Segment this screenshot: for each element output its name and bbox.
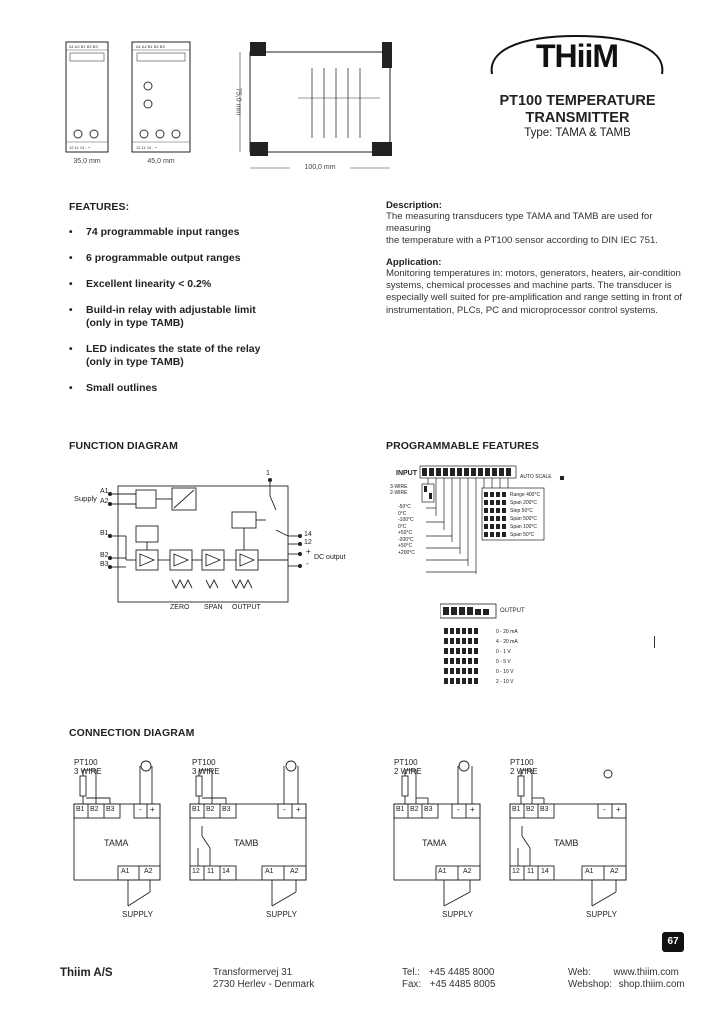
model-label: TAMB (554, 838, 579, 848)
model-label: TAMA (422, 838, 447, 848)
sensor-label: PT100 (192, 758, 216, 767)
fd-terminal-12: 12 (304, 539, 312, 546)
svg-text:A1 A2 B1 B2 B3: A1 A2 B1 B2 B3 (136, 44, 165, 49)
wire-label: 3 WIRE (74, 767, 102, 776)
term-a2: A2 (610, 868, 619, 875)
sensor-label: PT100 (394, 758, 418, 767)
wire-label: 2 WIRE (510, 767, 538, 776)
term-b2: B2 (526, 806, 535, 813)
term-b3: B3 (106, 806, 115, 813)
footer-company: Thiim A/S (60, 967, 113, 979)
stray-mark (654, 636, 655, 648)
footer-address (213, 967, 314, 991)
fd-minus: - (306, 559, 309, 568)
svg-text:12 11 14 - +: 12 11 14 - + (136, 145, 158, 150)
feature-item: • 74 programmable input ranges (69, 226, 240, 238)
feature-item: • Build-in relay with adjustable limit (only in type TAMB) (69, 304, 256, 329)
term-minus: - (283, 805, 286, 814)
term-a2: A2 (290, 868, 299, 875)
dim-height: 75,0 mm (234, 87, 242, 116)
fd-supply-label: Supply (74, 494, 97, 503)
pf-connection-labels: 3-WIRE 2-WIRE (390, 484, 408, 496)
address-line2: 2730 Herlev - Denmark (213, 979, 315, 990)
sensor-label: PT100 (74, 758, 98, 767)
dip-switch-input-diagram (392, 462, 582, 582)
description-heading: Description: (386, 200, 442, 211)
term-11: 11 (207, 868, 215, 875)
term-plus: + (296, 805, 301, 814)
feature-item: • Small outlines (69, 382, 158, 394)
function-diagram-heading: FUNCTION DIAGRAM (69, 440, 178, 452)
dip-switch-output-diagram (440, 600, 580, 692)
term-b2: B2 (90, 806, 99, 813)
fd-terminal-b2: B2 (100, 552, 109, 559)
term-12: 12 (192, 868, 200, 875)
fd-terminal-14: 14 (304, 531, 312, 538)
features-list (69, 226, 346, 395)
term-plus: + (616, 805, 621, 814)
term-a1: A1 (121, 868, 130, 875)
application-line: systems, chemical processes and machine parts. The transducer is (386, 280, 672, 292)
term-plus: + (470, 805, 475, 814)
pf-output-ranges: 0 - 20 mA 4 - 20 mA 0 - 1 V 0 - 5 V 0 - 10 V 2 - 10 V (496, 629, 518, 685)
product-drawings (60, 38, 420, 178)
application-block (386, 257, 696, 317)
connection-unit-tama-2wire (392, 756, 488, 926)
term-b3: B3 (424, 806, 433, 813)
footer-phone (402, 967, 495, 991)
supply-label: SUPPLY (266, 910, 297, 919)
webshop-label: Webshop: (568, 979, 612, 990)
address-line1: Transformervej 31 (213, 967, 293, 978)
term-b2: B2 (410, 806, 419, 813)
features-heading: FEATURES: (69, 201, 130, 213)
term-minus: - (457, 805, 460, 814)
module-front-small (66, 42, 108, 152)
feature-item: • LED indicates the state of the relay (only in type TAMB) (69, 343, 261, 368)
tel-value: +45 4485 8000 (428, 967, 495, 978)
fd-plus: + (306, 547, 311, 556)
dim-width-small: 35,0 mm (66, 158, 108, 165)
wire-label: 2 WIRE (394, 767, 422, 776)
application-line: Monitoring temperatures in: motors, generators, heaters, air-condition (386, 268, 681, 279)
programmable-features-heading: PROGRAMMABLE FEATURES (386, 440, 539, 452)
fd-terminal-b1: B1 (100, 530, 109, 537)
fd-output-label: OUTPUT (232, 604, 261, 611)
term-minus: - (603, 805, 606, 814)
term-plus: + (150, 805, 155, 814)
wire-label: 3 WIRE (192, 767, 220, 776)
page-number: 67 (662, 932, 684, 952)
pf-input-label: INPUT (396, 470, 417, 477)
description-block (386, 200, 696, 248)
dim-depth: 100,0 mm (290, 164, 350, 171)
pf-output-label: OUTPUT (500, 608, 525, 614)
svg-text:12 11 14 - +: 12 11 14 - + (69, 145, 91, 150)
fax-value: +45 4485 8005 (429, 979, 496, 990)
module-side-profile (250, 42, 392, 156)
pf-offset-labels: -50°C 0°C -100°C 0°C +50°C -200°C +50°C +200°C (398, 504, 415, 556)
application-heading: Application: (386, 257, 442, 268)
term-a1: A1 (265, 868, 274, 875)
fax-label: Fax: (402, 979, 422, 990)
fd-terminal-b3: B3 (100, 561, 109, 568)
svg-text:A1 A2 B1 B2 B3: A1 A2 B1 B2 B3 (69, 44, 98, 49)
web-link[interactable]: www.thiim.com (613, 967, 679, 978)
product-title-line1: PT100 TEMPERATURE (499, 93, 656, 109)
term-a2: A2 (144, 868, 153, 875)
description-line: the temperature with a PT100 sensor according to DIN IEC 751. (386, 235, 658, 247)
connection-unit-tamb-3wire (188, 756, 308, 926)
term-b1: B1 (512, 806, 521, 813)
tel-label: Tel.: (402, 967, 420, 978)
model-label: TAMA (104, 838, 129, 848)
sensor-label: PT100 (510, 758, 534, 767)
fd-dc-output: DC output (314, 554, 346, 561)
product-title-line2: TRANSMITTER (525, 110, 630, 126)
term-a2: A2 (463, 868, 472, 875)
term-14: 14 (541, 868, 549, 875)
fd-terminal-a2: A2 (100, 498, 109, 505)
supply-label: SUPPLY (122, 910, 153, 919)
term-b3: B3 (540, 806, 549, 813)
module-front-medium (132, 42, 190, 152)
supply-label: SUPPLY (586, 910, 617, 919)
feature-item: • Excellent linearity < 0.2% (69, 278, 212, 290)
application-line: especially well suited for pre-amplification and range setting in front of (386, 292, 682, 304)
connection-diagram-heading: CONNECTION DIAGRAM (69, 727, 195, 739)
supply-label: SUPPLY (442, 910, 473, 919)
function-diagram (70, 470, 350, 620)
pf-auto-label: AUTO SCALE (520, 474, 552, 480)
feature-item: • 6 programmable output ranges (69, 252, 241, 264)
brand-logo (486, 32, 668, 80)
description-line: The measuring transducers type TAMA and TAMB are used for measuring (386, 211, 653, 235)
term-14: 14 (222, 868, 230, 875)
fd-zero-label: ZERO (170, 604, 190, 611)
pf-range-labels: Range 400°C Span 200°C Step 50°C Span 500°C Span 100°C Span 50°C (510, 492, 541, 538)
fd-terminal-1: 1 (266, 470, 270, 477)
footer-web (568, 967, 685, 991)
brand-logo-text: THiiM (535, 38, 619, 74)
term-b3: B3 (222, 806, 231, 813)
term-b1: B1 (76, 806, 85, 813)
fd-terminal-a1: A1 (100, 488, 109, 495)
term-11: 11 (527, 868, 535, 875)
term-b2: B2 (206, 806, 215, 813)
term-b1: B1 (396, 806, 405, 813)
dim-width-medium: 45,0 mm (132, 158, 190, 165)
term-a1: A1 (585, 868, 594, 875)
term-a1: A1 (438, 868, 447, 875)
connection-unit-tamb-2wire (508, 756, 628, 926)
product-type: Type: TAMA & TAMB (524, 127, 631, 139)
fd-span-label: SPAN (204, 604, 223, 611)
term-minus: - (139, 805, 142, 814)
connection-unit-tama-3wire (70, 756, 170, 926)
application-line: instrumentation, PLCs, PC and microprocessor control systems. (386, 304, 658, 316)
web-label: Web: (568, 967, 591, 978)
webshop-link[interactable]: shop.thiim.com (618, 979, 685, 990)
model-label: TAMB (234, 838, 259, 848)
term-b1: B1 (192, 806, 201, 813)
term-12: 12 (512, 868, 520, 875)
